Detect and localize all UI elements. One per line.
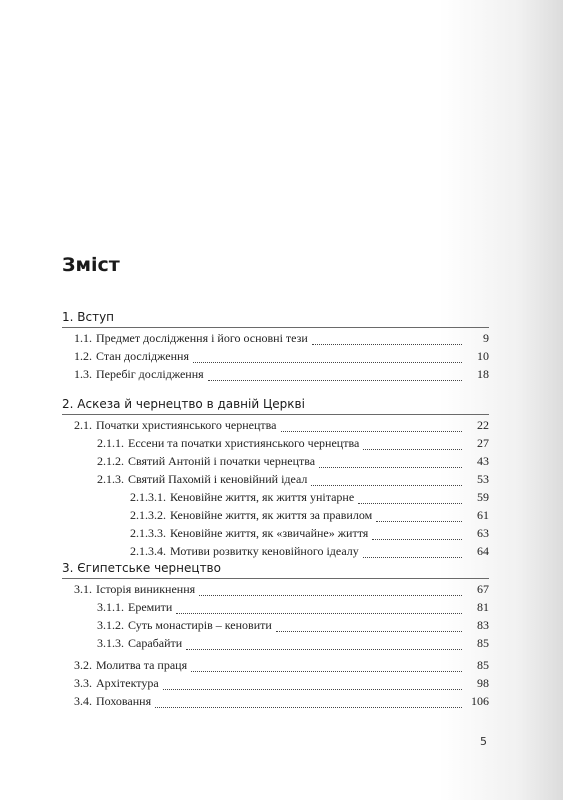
toc-entry[interactable] — [62, 616, 489, 634]
entry-page: 67 — [477, 582, 489, 596]
dot-leader — [281, 421, 462, 432]
entry-number: 3.4. — [74, 694, 92, 708]
toc-entry[interactable] — [62, 692, 489, 710]
toc-entry[interactable] — [62, 329, 489, 347]
entry-page: 106 — [471, 694, 489, 708]
page-number: 5 — [480, 735, 487, 748]
toc-entry[interactable] — [62, 452, 489, 470]
entry-title: Історія виникнення — [96, 582, 196, 596]
entry-number: 2.1. — [74, 418, 92, 432]
toc-entry[interactable] — [62, 542, 489, 560]
entry-title: Предмет дослідження і його основні тези — [96, 331, 308, 345]
entry-page: 98 — [477, 676, 489, 690]
entry-number: 1.2. — [74, 349, 92, 363]
entry-page: 18 — [477, 367, 489, 381]
entry-number: 2.1.3.3. — [130, 526, 166, 540]
entry-page: 85 — [477, 636, 489, 650]
entry-page: 59 — [477, 490, 489, 504]
entry-title: Суть монастирів – кеновити — [128, 618, 272, 632]
dot-leader — [363, 439, 462, 450]
toc-entry[interactable] — [62, 656, 489, 674]
entry-title: Сарабайти — [128, 636, 183, 650]
dot-leader — [363, 547, 462, 558]
toc-entry[interactable] — [62, 347, 489, 365]
toc-entry[interactable] — [62, 488, 489, 506]
page-title: Зміст — [62, 254, 120, 276]
entry-number: 3.3. — [74, 676, 92, 690]
toc-entry[interactable] — [62, 580, 489, 598]
toc-entry[interactable] — [62, 434, 489, 452]
toc-entry[interactable] — [62, 470, 489, 488]
toc-entry[interactable] — [62, 365, 489, 383]
dot-leader — [193, 352, 462, 363]
toc-entry[interactable] — [62, 506, 489, 524]
entry-number: 1.1. — [74, 331, 92, 345]
section-divider — [62, 327, 489, 328]
dot-leader — [372, 529, 462, 540]
entry-number: 3.2. — [74, 658, 92, 672]
entry-number: 2.1.3.1. — [130, 490, 166, 504]
dot-leader — [312, 334, 462, 345]
entry-number: 3.1. — [74, 582, 92, 596]
entry-title: Кеновійне життя, як життя за правилом — [170, 508, 373, 522]
section-heading: 2. Аскеза й чернецтво в давній Церкві — [62, 397, 305, 411]
toc-entry[interactable] — [62, 416, 489, 434]
dot-leader — [319, 457, 462, 468]
entry-title: Святий Антоній і початки чернецтва — [128, 454, 316, 468]
toc-entry[interactable] — [62, 674, 489, 692]
dot-leader — [186, 639, 462, 650]
dot-leader — [176, 603, 462, 614]
dot-leader — [358, 493, 462, 504]
toc-section-2 — [62, 395, 489, 560]
entry-page: 81 — [477, 600, 489, 614]
entry-title: Перебіг дослідження — [96, 367, 204, 381]
toc-entry[interactable] — [62, 524, 489, 542]
entry-title: Еремити — [128, 600, 173, 614]
dot-leader — [376, 511, 462, 522]
entry-page: 10 — [477, 349, 489, 363]
section-divider — [62, 578, 489, 579]
entry-page: 64 — [477, 544, 489, 558]
entry-title: Кеновійне життя, як «звичайне» життя — [170, 526, 369, 540]
entry-number: 3.1.1. — [97, 600, 124, 614]
entry-title: Стан дослідження — [96, 349, 189, 363]
entry-number: 2.1.2. — [97, 454, 124, 468]
section-heading: 1. Вступ — [62, 310, 115, 324]
entry-page: 53 — [477, 472, 489, 486]
entry-title: Початки християнського чернецтва — [96, 418, 277, 432]
dot-leader — [163, 679, 462, 690]
dot-leader — [311, 475, 462, 486]
dot-leader — [155, 697, 462, 708]
entry-title: Кеновійне життя, як життя унітарне — [170, 490, 355, 504]
dot-leader — [276, 621, 462, 632]
entry-number: 2.1.3. — [97, 472, 124, 486]
entry-page: 22 — [477, 418, 489, 432]
dot-leader — [199, 585, 462, 596]
entry-number: 3.1.2. — [97, 618, 124, 632]
toc-section-1 — [62, 308, 489, 383]
entry-title: Мотиви розвитку кеновійного ідеалу — [170, 544, 359, 558]
entry-title: Молитва та праця — [96, 658, 188, 672]
entry-number: 3.1.3. — [97, 636, 124, 650]
entry-page: 85 — [477, 658, 489, 672]
toc-entry[interactable] — [62, 598, 489, 616]
entry-number: 2.1.1. — [97, 436, 124, 450]
entry-page: 9 — [483, 331, 489, 345]
toc-section-3 — [62, 559, 489, 710]
entry-page: 63 — [477, 526, 489, 540]
entry-title: Поховання — [96, 694, 152, 708]
entry-number: 2.1.3.2. — [130, 508, 166, 522]
entry-number: 1.3. — [74, 367, 92, 381]
entry-page: 61 — [477, 508, 489, 522]
entry-title: Святий Пахомій і кеновійний ідеал — [128, 472, 308, 486]
section-divider — [62, 414, 489, 415]
dot-leader — [191, 661, 462, 672]
entry-title: Ессени та початки християнського чернецтва — [128, 436, 360, 450]
entry-page: 43 — [477, 454, 489, 468]
entry-page: 27 — [477, 436, 489, 450]
toc-entry[interactable] — [62, 634, 489, 652]
entry-title: Архітектура — [96, 676, 159, 690]
dot-leader — [208, 370, 462, 381]
entry-page: 83 — [477, 618, 489, 632]
section-heading: 3. Єгипетське чернецтво — [62, 561, 221, 575]
entry-number: 2.1.3.4. — [130, 544, 166, 558]
